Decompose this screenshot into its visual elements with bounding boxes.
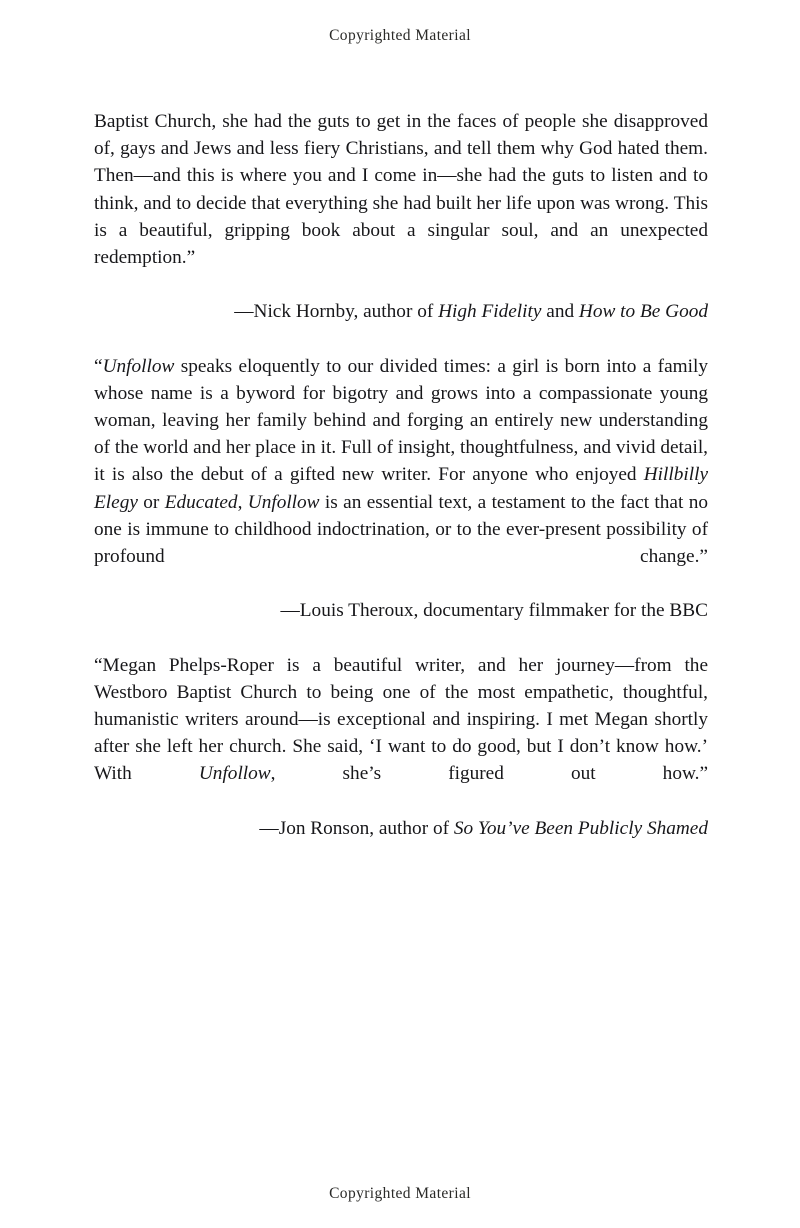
blurb-hornby-attribution: —Nick Hornby, author of High Fidelity and How to Be Good [234,301,708,323]
copyright-watermark-bottom: Copyrighted Material [329,1185,471,1202]
blurb-ronson [94,652,708,842]
italic-title: So You’ve Been Publicly Shamed [453,817,708,839]
blurb-theroux [94,353,708,625]
italic-title: Educated [164,491,238,513]
copyright-watermark-top: Copyrighted Material [329,27,471,44]
blurb-ronson-text: “Megan Phelps-Roper is a beautiful writer, and her journey—from the Westboro Baptist Church to being one of the most empathetic, thoughtful, humanistic writers around—is exceptional and inspiring. I met Megan shortly after she left her church. She said, ‘I want to do good, but I don’t know how.’ With Unfollow, she’s figured out how.” [94,654,709,785]
blurb-theroux-attribution: —Louis Theroux, documentary filmmaker for the BBC [280,600,708,622]
blurbs-container [94,108,708,842]
italic-title: Unfollow [247,491,320,513]
italic-title: High Fidelity [438,301,542,323]
blurb-theroux-text: “Unfollow speaks eloquently to our divided times: a girl is born into a family whose name is a byword for bigotry and grows into a compassionate young woman, leaving her family behind and forging an entirely new understanding of the world and her place in it. Full of insight, thoughtfulness, and vivid detail, it is also the debut of a gifted new writer. For anyone who enjoyed Hillbilly Elegy or Educated, Unfollow is an essential text, a testament to the fact that no one is immune to childhood indoctrination, or to the ever-present possibility of profound change.” [94,355,709,568]
italic-title: Hillbilly Elegy [94,464,708,513]
blurb-hornby-text: Baptist Church, she had the guts to get in the faces of people she disapproved of, gays and Jews and less fiery Christians, and tell them why God hated them. Then—and this is where you and I come in—she had the guts to listen and to think, and to decide that everything she had built her life upon was wrong. This is a beautiful, gripping book about a singular soul, and an unexpected redemption.” [94,111,708,269]
italic-title: Unfollow [198,763,271,785]
blurb-ronson-attribution: —Jon Ronson, author of So You’ve Been Publicly Shamed [259,817,708,839]
blurb-hornby [94,108,708,326]
italic-title: How to Be Good [578,301,708,323]
italic-title: Unfollow [102,355,175,377]
